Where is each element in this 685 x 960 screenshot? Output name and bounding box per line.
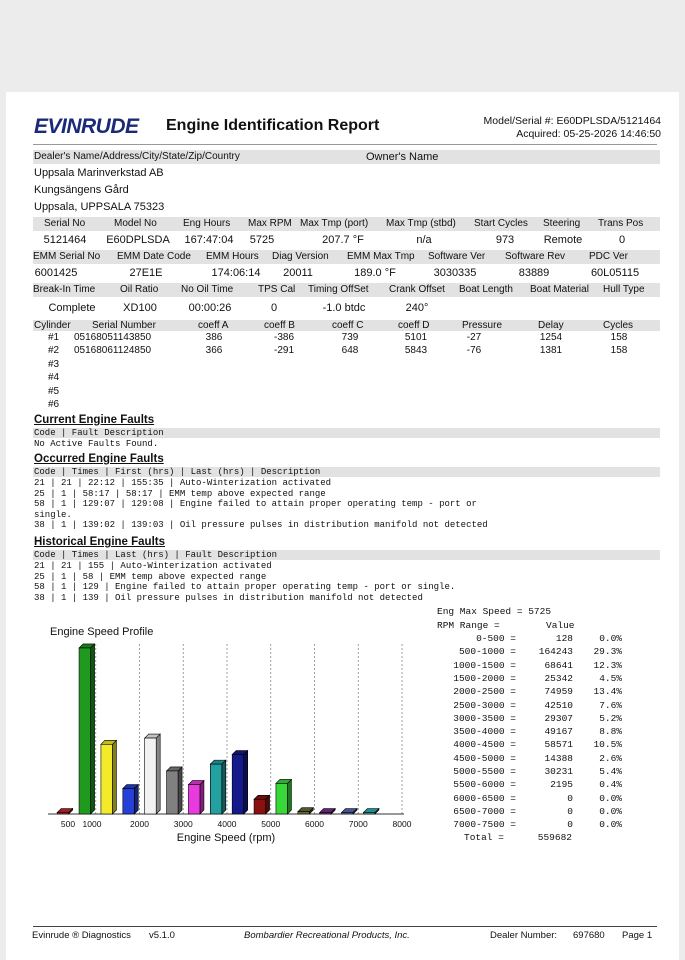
engine-speed-chart [26,632,412,852]
row1-value-8: 0 [618,234,626,246]
row1-value-1: E60DPLSDA [106,234,170,246]
rpm-percent-cell: 4.5% [599,672,622,684]
cylinder-header-6: Pressure [462,320,503,331]
rpm-value-cell: 25342 [544,672,573,684]
rpm-value-cell: 49167 [544,726,573,738]
rpm-total-value: 559682 [537,832,572,843]
rpm-value-cell: 0 [567,819,573,831]
dealer-line-3: Uppsala, UPPSALA 75323 [34,201,165,213]
cylinder-cell: #6 [48,399,60,410]
rpm-total-label: Total = [464,832,504,843]
row3-value-4: -1.0 btdc [322,302,366,314]
cylinder-header-7: Delay [538,320,564,331]
fault-line: 58 | 1 | 129:07 | 129:08 | Engine failed to attain proper operating temp - port or [34,499,477,510]
row1-value-7: Remote [543,234,583,246]
row3-header-6: Boat Length [459,284,513,295]
rpm-value-cell: 0 [567,792,573,804]
cylinder-cell: 1254 [539,332,563,343]
row2-value-3: 20011 [283,267,313,279]
cylinder-header-4: coeff C [332,320,364,331]
chart-bar-side [91,644,95,814]
historical-faults-header: Code | Times | Last (hrs) | Fault Description [34,550,278,560]
row3-header-3: TPS Cal [258,284,296,295]
row1-header-1: Model No [114,218,157,229]
cylinder-cell: -76 [466,345,482,357]
row2-value-5: 3030335 [433,267,477,279]
chart-bar-side [156,734,160,814]
row2-value-4: 189.0 °F [354,267,396,279]
chart-bar [342,813,354,815]
rpm-percent-cell: 5.2% [599,712,622,724]
cylinder-cell: 05168061124850 [74,345,152,357]
row3-header-0: Break-In Time [33,284,96,295]
rpm-value-cell: 164243 [538,646,573,658]
row3-header-2: No Oil Time [181,284,234,295]
rpm-range-cell: 6000-6500 = [453,792,516,804]
acquired-value: 05-25-2026 14:46:50 [563,128,661,140]
model-serial-block [484,115,661,141]
rpm-value-cell: 68641 [544,659,573,671]
header-rule [33,144,657,145]
historical-faults-title: Historical Engine Faults [34,536,165,548]
rpm-percent-cell: 0.4% [599,779,622,791]
chart-bar-side [178,767,182,814]
current-faults-line: No Active Faults Found. [34,439,159,449]
cylinder-cell: 158 [610,332,628,343]
row3-value-3: 0 [270,302,278,314]
chart-bar [167,771,179,814]
row3-value-2: 00:00:26 [188,302,232,314]
footer-dealer-number: 697680 [573,930,605,941]
row3-value-1: XD100 [123,302,157,314]
row3-header-5: Crank Offset [389,284,445,295]
cylinder-header-8: Cycles [603,320,634,331]
row3-value-5: 240° [405,302,429,314]
fault-line: 38 | 1 | 139 | Oil pressure pulses in distribution manifold not detected [34,592,423,603]
rpm-percent-cell: 13.4% [593,686,622,698]
chart-bar [57,813,69,815]
evinrude-logo: EVINRUDE [34,115,139,138]
rpm-value-cell: 2195 [550,779,573,791]
chart-bar [320,813,332,815]
row2-header-1: EMM Date Code [117,251,191,262]
row1-value-2: 167:47:04 [184,234,234,246]
rpm-value-cell: 30231 [544,766,573,777]
dealer-line-2: Kungsängens Gård [34,184,129,196]
row1-value-3: 5725 [249,234,275,246]
chart-x-tick: 6000 [305,819,324,829]
chart-bar [188,785,200,814]
cylinder-cell: 05168051143850 [74,332,152,343]
fault-line: 21 | 21 | 22:12 | 155:35 | Auto-Winterization activated [34,478,332,488]
fault-line: 25 | 1 | 58:17 | 58:17 | EMM temp above expected range [34,488,326,499]
cylinder-cell: 1381 [539,345,563,357]
rpm-value-cell: 128 [555,633,573,644]
row2-value-1: 27E1E [129,267,163,279]
footer-page: Page 1 [622,930,653,941]
report-page [6,92,679,960]
cylinder-cell: 158 [610,345,628,357]
dealer-line-1: Uppsala Marinverkstad AB [34,167,164,179]
row2-header-6: Software Rev [505,251,566,262]
occurred-faults-header: Code | Times | First (hrs) | Last (hrs) | Description [34,467,321,477]
cylinder-header-0: Cylinder [34,320,71,331]
rpm-range-cell: 5500-6000 = [453,779,516,791]
row1-value-4: 207.7 °F [322,234,364,246]
chart-x-tick: 3000 [173,819,193,829]
row2-header-5: Software Ver [428,251,486,262]
chart-x-tick: 7000 [348,819,368,829]
cylinder-cell: -291 [273,345,295,357]
row2-header-4: EMM Max Tmp [347,251,415,262]
chart-x-label: Engine Speed (rpm) [176,832,276,844]
footer-company: Bombardier Recreational Products, Inc. [244,930,410,941]
rpm-range-header: RPM Range = [437,620,500,631]
chart-bar [232,755,244,815]
row3-value-0: Complete [48,302,96,314]
dealer-label: Dealer's Name/Address/City/State/Zip/Country [34,151,240,162]
footer-version: v5.1.0 [149,930,175,941]
chart-bar-side [200,781,204,814]
model-serial-label: Model/Serial #: [483,115,554,127]
chart-x-tick: 1000 [82,819,102,829]
row2-header-0: EMM Serial No [33,251,101,262]
row1-header-4: Max Tmp (port) [300,218,369,229]
current-faults-title: Current Engine Faults [34,414,155,426]
acquired-label: Acquired: [516,128,561,140]
chart-title: Engine Speed Profile [50,626,154,638]
rpm-range-cell: 6500-7000 = [453,805,516,817]
cylinder-cell: -386 [273,332,295,343]
rpm-range-cell: 3500-4000 = [453,726,516,738]
chart-x-tick: 4000 [217,819,237,829]
rpm-percent-cell: 0.0% [599,805,622,817]
fault-line: 25 | 1 | 58 | EMM temp above expected range [34,571,267,582]
rpm-percent-cell: 0.0% [599,633,622,644]
rpm-value-cell: 58571 [544,739,573,751]
rpm-range-cell: 0-500 = [476,633,516,644]
footer-rule [33,926,657,927]
row1-value-0: 5121464 [43,234,87,246]
row1-header-3: Max RPM [248,218,292,229]
rpm-range-cell: 4000-4500 = [453,739,516,751]
cylinder-header-5: coeff D [398,320,430,331]
cylinder-cell: 648 [341,345,359,357]
cylinder-cell: #2 [48,345,60,357]
cylinder-cell: #4 [48,372,60,384]
cylinder-cell: 5843 [404,345,428,357]
row3-header-8: Hull Type [603,284,645,295]
row2-header-7: PDC Ver [589,251,628,262]
row1-header-0: Serial No [44,218,86,229]
rpm-value-cell: 29307 [544,712,573,724]
rpm-percent-cell: 8.8% [599,726,622,738]
cylinder-cell: 5101 [404,332,428,343]
chart-bar [210,764,222,814]
cylinder-header-1: Serial Number [92,320,156,331]
cylinder-cell: -27 [466,332,482,343]
chart-bar-side [112,740,116,814]
chart-bar [123,789,135,815]
rpm-range-cell: 3000-3500 = [453,712,516,724]
cylinder-cell: 739 [341,332,359,343]
row3-header-4: Timing OffSet [308,284,369,295]
footer-dealer-label: Dealer Number: [490,930,558,941]
row2-value-7: 60L05115 [590,267,640,279]
rpm-range-cell: 2500-3000 = [453,699,516,711]
fault-line: single. [34,509,72,520]
cylinder-header-2: coeff A [198,320,229,331]
cylinder-header-3: coeff B [264,320,295,331]
occurred-faults-title: Occurred Engine Faults [34,453,164,465]
rpm-range-cell: 1000-1500 = [453,659,516,671]
rpm-range-cell: 4500-5000 = [453,752,516,764]
model-serial-value: E60DPLSDA/5121464 [556,115,661,127]
row1-header-2: Eng Hours [183,218,231,229]
chart-bar [145,738,157,814]
chart-bar [101,744,113,814]
row2-value-0: 6001425 [34,267,78,279]
row1-header-5: Max Tmp (stbd) [386,218,456,229]
rpm-value-header: Value [546,620,575,631]
cylinder-cell: 386 [205,332,223,343]
row1-header-8: Trans Pos [598,218,644,229]
row3-header-1: Oil Ratio [120,284,159,295]
cylinder-cell: #3 [48,358,60,370]
rpm-value-cell: 42510 [544,699,573,711]
rpm-percent-cell: 5.4% [599,766,622,777]
fault-line: 38 | 1 | 139:02 | 139:03 | Oil pressure pulses in distribution manifold not detected [34,520,488,531]
rpm-value-cell: 14388 [544,752,573,764]
current-faults-header: Code | Fault Description [34,428,164,438]
report-title: Engine Identification Report [166,117,380,134]
cylinder-cell: #1 [48,332,60,343]
cylinder-cell: 366 [205,345,223,357]
row1-value-6: 973 [495,234,515,246]
fault-line: 58 | 1 | 129 | Engine failed to attain proper operating temp - port or single. [34,582,456,593]
row1-header-6: Start Cycles [474,218,528,229]
chart-bar-side [287,779,291,814]
row1-header-7: Steering [543,218,581,229]
rpm-range-cell: 2000-2500 = [453,686,516,698]
rpm-value-cell: 74959 [544,686,573,698]
chart-x-tick: 5000 [261,819,281,829]
chart-bar-side [244,751,248,815]
row2-header-2: EMM Hours [206,251,259,262]
rpm-percent-cell: 10.5% [593,739,622,751]
rpm-percent-cell: 12.3% [593,659,622,671]
owner-label: Owner's Name [366,151,439,163]
rpm-range-cell: 500-1000 = [458,646,516,658]
rpm-value-cell: 0 [567,805,573,817]
rpm-percent-cell: 7.6% [599,699,622,711]
chart-bar [79,648,91,814]
chart-bar-side [134,785,138,815]
rpm-range-cell: 1500-2000 = [453,672,516,684]
fault-line: 21 | 21 | 155 | Auto-Winterization activated [34,561,272,571]
row1-value-5: n/a [416,234,432,246]
chart-bar [276,783,288,814]
chart-bar [298,812,310,814]
chart-bar [363,813,375,815]
rpm-percent-cell: 2.6% [599,752,622,764]
chart-bar [254,799,266,814]
cylinder-cell: #5 [48,385,60,397]
row2-value-2: 174:06:14 [211,267,261,279]
row2-value-6: 83889 [518,267,550,279]
rpm-percent-cell: 0.0% [599,819,622,831]
row3-header-7: Boat Material [530,284,589,295]
rpm-percent-cell: 0.0% [599,792,622,804]
footer-left: Evinrude ® Diagnostics [32,930,131,941]
rpm-range-cell: 5000-5500 = [453,766,516,777]
rpm-range-cell: 7000-7500 = [453,819,516,831]
chart-bar-side [222,760,226,814]
chart-x-tick: 8000 [392,819,412,829]
row2-header-3: Diag Version [272,251,329,262]
chart-x-tick: 500 [60,819,76,829]
rpm-percent-cell: 29.3% [593,646,622,658]
chart-x-tick: 2000 [130,819,149,829]
eng-max-speed: Eng Max Speed = 5725 [437,606,552,617]
